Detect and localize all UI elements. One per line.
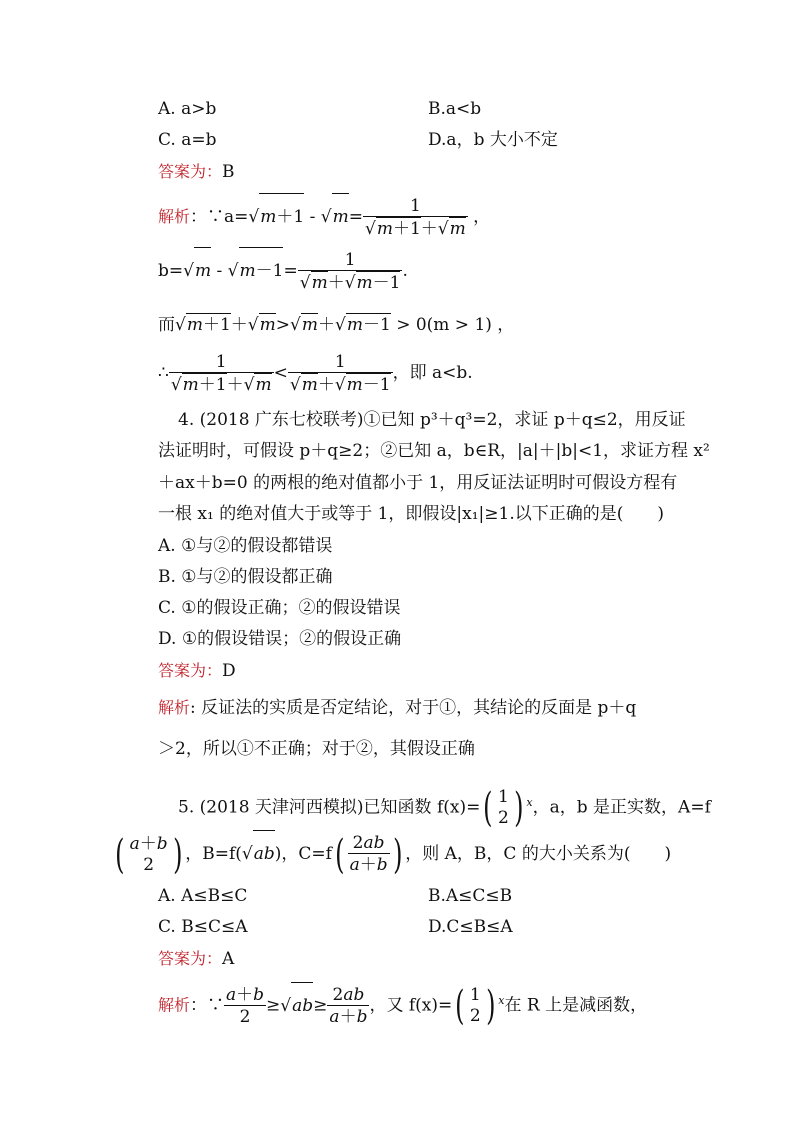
- q3-option-b: B.a<b: [428, 99, 482, 119]
- q4-line4: 一根 x₁ 的绝对值大于或等于 1，即假设|x₁|≥1.以下正确的是( ): [158, 504, 665, 524]
- analysis-label: 解析: [158, 698, 191, 717]
- therefore: ∴: [158, 363, 169, 383]
- q4-option-a: A. ①与②的假设都错误: [158, 536, 333, 556]
- b-def: ，B=f(: [185, 844, 242, 864]
- q5-stem-tail: ，a，b 是正实数，A=f: [532, 797, 711, 818]
- analysis-label: 解析: [158, 995, 191, 1015]
- answer-label: 答案为：: [158, 661, 223, 680]
- inequality-tail: > 0(m > 1) ，: [396, 315, 515, 335]
- q4-analysis-line2: ＞2，所以①不正确；对于②，其假设正确: [158, 739, 475, 759]
- q5-stem: 5. (2018 天津河西模拟)已知函数 f(x)=: [178, 797, 481, 818]
- q3-analysis-line2: b=√ m - √ m－1= 1 √ m＋√ m－1 .: [158, 247, 408, 294]
- q4-analysis-line1: [158, 697, 636, 719]
- conclusion: ，即 a<b.: [392, 363, 473, 383]
- q5-line2: ( a＋b 2 ) ，B=f(√ ab)，C=f( $\frac{2ab}{a+b}$ ) ，则 A，B，C 的大小关系为( ): [112, 830, 671, 877]
- q5-answer: [158, 948, 234, 970]
- fraction-half: 1 2: [469, 985, 481, 1027]
- fraction: 1 √ m＋1＋√ m: [363, 196, 468, 240]
- answer-value: A: [222, 949, 235, 969]
- q5-line1: 5. (2018 天津河西模拟)已知函数 f(x)=( 1 2 ) $^x$，a，b 是正实数，A=f: [178, 785, 711, 832]
- q3-answer: [158, 161, 235, 183]
- answer-label: 答案为：: [158, 949, 223, 968]
- analysis-colon: ：: [190, 207, 208, 227]
- q5-question: ，则 A，B，C 的大小关系为( ): [405, 844, 672, 864]
- q5-option-c: C. B≤C≤A: [158, 917, 248, 937]
- q4-line1: 4. (2018 广东七校联考)①已知 p³＋q³=2，求证 p＋q≤2，用反证: [178, 410, 686, 430]
- q3-analysis-line3: 而√ m＋1＋√ m>√ m＋√ m－1 > 0(m > 1) ，: [158, 313, 514, 336]
- q3-option-a: A. a>b: [158, 99, 217, 119]
- q4-line3: ＋ax＋b=0 的两根的绝对值都小于 1，用反证法证明时可假设方程有: [158, 473, 678, 493]
- fraction: 1 √ m＋√ m－1: [288, 352, 393, 396]
- q3-option-d: D.a，b 大小不定: [428, 130, 558, 150]
- q5-option-a: A. A≤B≤C: [158, 886, 248, 906]
- q4-option-b: B. ①与②的假设都正确: [158, 567, 333, 587]
- answer-value: B: [222, 162, 235, 182]
- q4-option-d: D. ①的假设错误；②的假设正确: [158, 629, 402, 649]
- q5-option-d: D.C≤B≤A: [428, 917, 513, 937]
- c-def: )，C=f: [274, 844, 332, 864]
- q4-answer: [158, 660, 236, 682]
- q5-analysis: 解析：∵ $\frac{a+b}{2}$ ≥√ ab≥ $\frac{2ab}{a+b}$ ，又 f(x)=( 1 2 ) $^x$在 R 上是减函数，: [158, 978, 647, 1029]
- fraction: $\frac{a+b}{2}$: [226, 984, 265, 1027]
- fraction: a＋b 2: [129, 833, 168, 875]
- q3-option-c: C. a=b: [158, 130, 217, 150]
- analysis-label: 解析: [158, 207, 191, 226]
- q5-option-b: B.A≤C≤B: [428, 886, 513, 906]
- answer-label: 答案为：: [158, 162, 223, 181]
- fraction: 1 √ m＋√ m－1: [298, 250, 403, 294]
- text-er: 而: [158, 315, 175, 335]
- answer-value: D: [222, 661, 236, 681]
- q3-analysis-line4: ∴ 1 √ m＋1＋√ m < 1 √ m＋√ m－1 ，即 a<b.: [158, 350, 473, 396]
- fraction: 1 √ m＋1＋√ m: [169, 352, 274, 396]
- fraction: $\frac{2ab}{a+b}$: [349, 833, 388, 875]
- q3-analysis-line1: 解析：∵a=√ m＋1 - √ m= 1 √ m＋1＋√ m ，: [158, 193, 490, 240]
- analysis-tail: 在 R 上是减函数，: [504, 995, 648, 1016]
- fraction: $\frac{2ab}{a+b}$: [329, 984, 368, 1027]
- fraction-half: 1 2: [497, 787, 509, 829]
- analysis-colon: ：: [190, 995, 208, 1016]
- formula-a: ∵a=: [207, 207, 249, 227]
- analysis-text: : 反证法的实质是否定结论，对于①，其结论的反面是 p＋q: [190, 698, 637, 718]
- q4-option-c: C. ①的假设正确；②的假设错误: [158, 598, 401, 618]
- analysis-mid: ，又 f(x)=: [369, 995, 453, 1016]
- formula-b: b=: [158, 261, 184, 281]
- q4-line2: 法证明时，可假设 p＋q≥2；②已知 a，b∈R，|a|＋|b|<1，求证方程 x²: [158, 441, 710, 461]
